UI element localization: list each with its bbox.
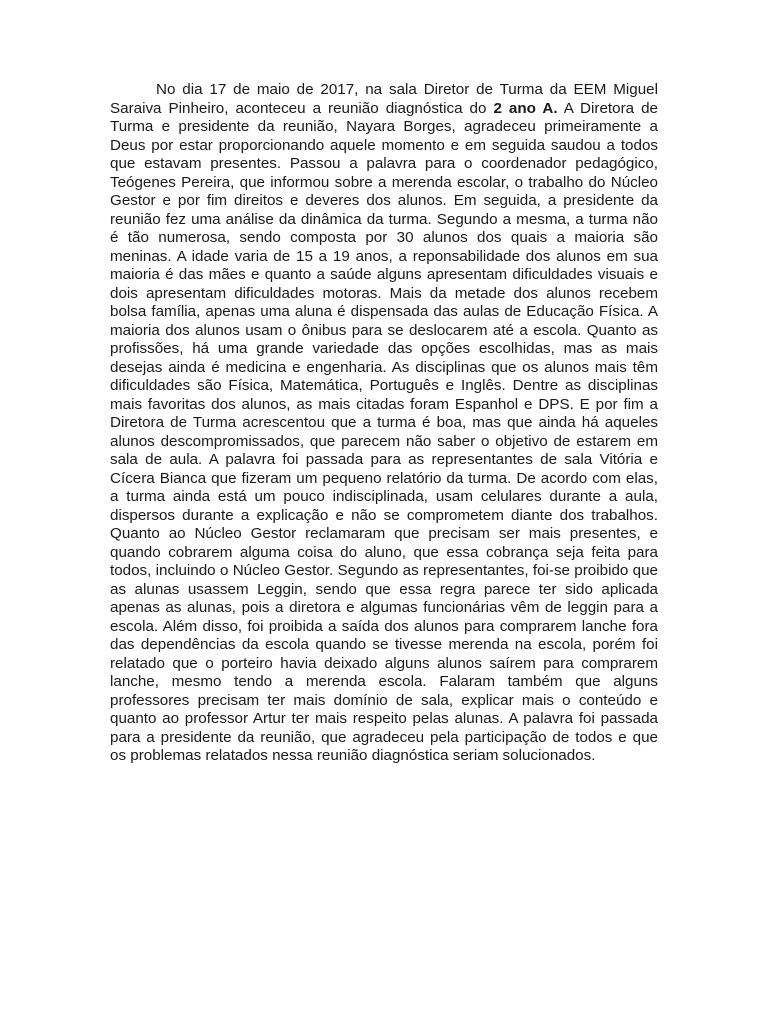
text-line: é tão numerosa, sendo composta por 30 alunos dos quais a maioria são (110, 229, 658, 246)
text-line: Cícera Bianca que fizeram um pequeno relatório da turma. De acordo com elas, (110, 469, 658, 487)
text-line: professores precisam ter mais domínio de sala, explicar mais o conteúdo e (110, 691, 658, 709)
text-line: as alunas usassem Leggin, sendo que essa regra parece ter sido aplicada (110, 580, 658, 598)
text-line: quanto ao professor Artur ter mais respeito pelas alunas. A palavra foi passada (110, 710, 658, 727)
text-line: mais favoritas dos alunos, as mais citadas foram Espanhol e DPS. E por fim a (110, 395, 658, 413)
text-line: sala de aula. A palavra foi passada para as representantes de sala Vitória e (110, 451, 658, 468)
text-line: para a presidente da reunião, que agradeceu pela participação de todos e que (110, 728, 658, 746)
text-line: apenas as alunas, pois a diretora e algumas funcionárias vêm de leggin para a (110, 599, 658, 616)
text-line: Gestor e por fim direitos e deveres dos alunos. Em seguida, a presidente da (110, 192, 658, 209)
text-line: meninas. A idade varia de 15 a 19 anos, a reponsabilidade dos alunos em sua (110, 247, 658, 265)
text-line: bolsa família, apenas uma aluna é dispensada das aulas de Educação Física. A (110, 303, 658, 320)
text-line: maioria dos alunos usam o ônibus para se deslocarem até a escola. Quanto as (110, 321, 658, 339)
text-line: profissões, há uma grande variedade das opções escolhidas, mas as mais (110, 340, 658, 357)
text-line: das dependências da escola quando se tivesse merenda na escola, porém foi (110, 636, 658, 653)
text-line: reunião fez uma análise da dinâmica da turma. Segundo a mesma, a turma não (110, 210, 658, 228)
text-line: Diretora de Turma acrescentou que a turma é boa, mas que ainda há aqueles (110, 414, 658, 431)
text-line: a turma ainda está um pouco indisciplinada, usam celulares durante a aula, (110, 488, 658, 505)
text-line: escola. Além disso, foi proibida a saída dos alunos para comprarem lanche fora (110, 617, 658, 635)
text-line: desejas ainda é medicina e engenharia. As disciplinas que os alunos mais têm (110, 358, 658, 376)
text-line: maioria é das mães e quanto a saúde alguns apresentam dificuldades visuais e (110, 266, 658, 283)
text-line: todos, incluindo o Núcleo Gestor. Segundo as representantes, foi-se proibido que (110, 562, 658, 579)
text-line: alunos descompromissados, que parecem não saber o objetivo de estarem em (110, 432, 658, 450)
text-line: Quanto ao Núcleo Gestor reclamaram que precisam ser mais presentes, e (110, 525, 658, 542)
class-name-bold: 2 ano A. (493, 99, 558, 117)
meeting-minutes-paragraph (110, 81, 658, 766)
text-line: que estavam presentes. Passou a palavra para o coordenador pedagógico, (110, 155, 658, 172)
text-line-last: os problemas relatados nessa reunião diagnóstica seriam solucionados. (110, 747, 596, 764)
text-line: quando cobrarem alguma coisa do aluno, que essa cobrança seja feita para (110, 543, 658, 561)
text-line: dispersos durante a explicação e não se comprometem diante dos trabalhos. (110, 506, 658, 524)
text-line: Teógenes Pereira, que informou sobre a merenda escolar, o trabalho do Núcleo (110, 173, 658, 191)
text-line: lanche, mesmo tendo a merenda escola. Falaram também que alguns (110, 673, 658, 690)
text-line: No dia 17 de maio de 2017, na sala Diretor de Turma da EEM Miguel (156, 81, 658, 98)
text-line: Deus por estar proporcionando aquele momento e em seguida saudou a todos (110, 136, 658, 154)
text-line: Saraiva Pinheiro, aconteceu a reunião diagnóstica do 2 ano A. A Diretora de (110, 99, 658, 117)
text-line: relatado que o porteiro havia deixado alguns alunos saírem para comprarem (110, 654, 658, 672)
text-line: dois apresentam dificuldades motoras. Mais da metade dos alunos recebem (110, 284, 658, 302)
text-line: Turma e presidente da reunião, Nayara Borges, agradeceu primeiramente a (110, 118, 658, 135)
text-line: dificuldades são Física, Matemática, Português e Inglês. Dentre as disciplinas (110, 377, 658, 394)
